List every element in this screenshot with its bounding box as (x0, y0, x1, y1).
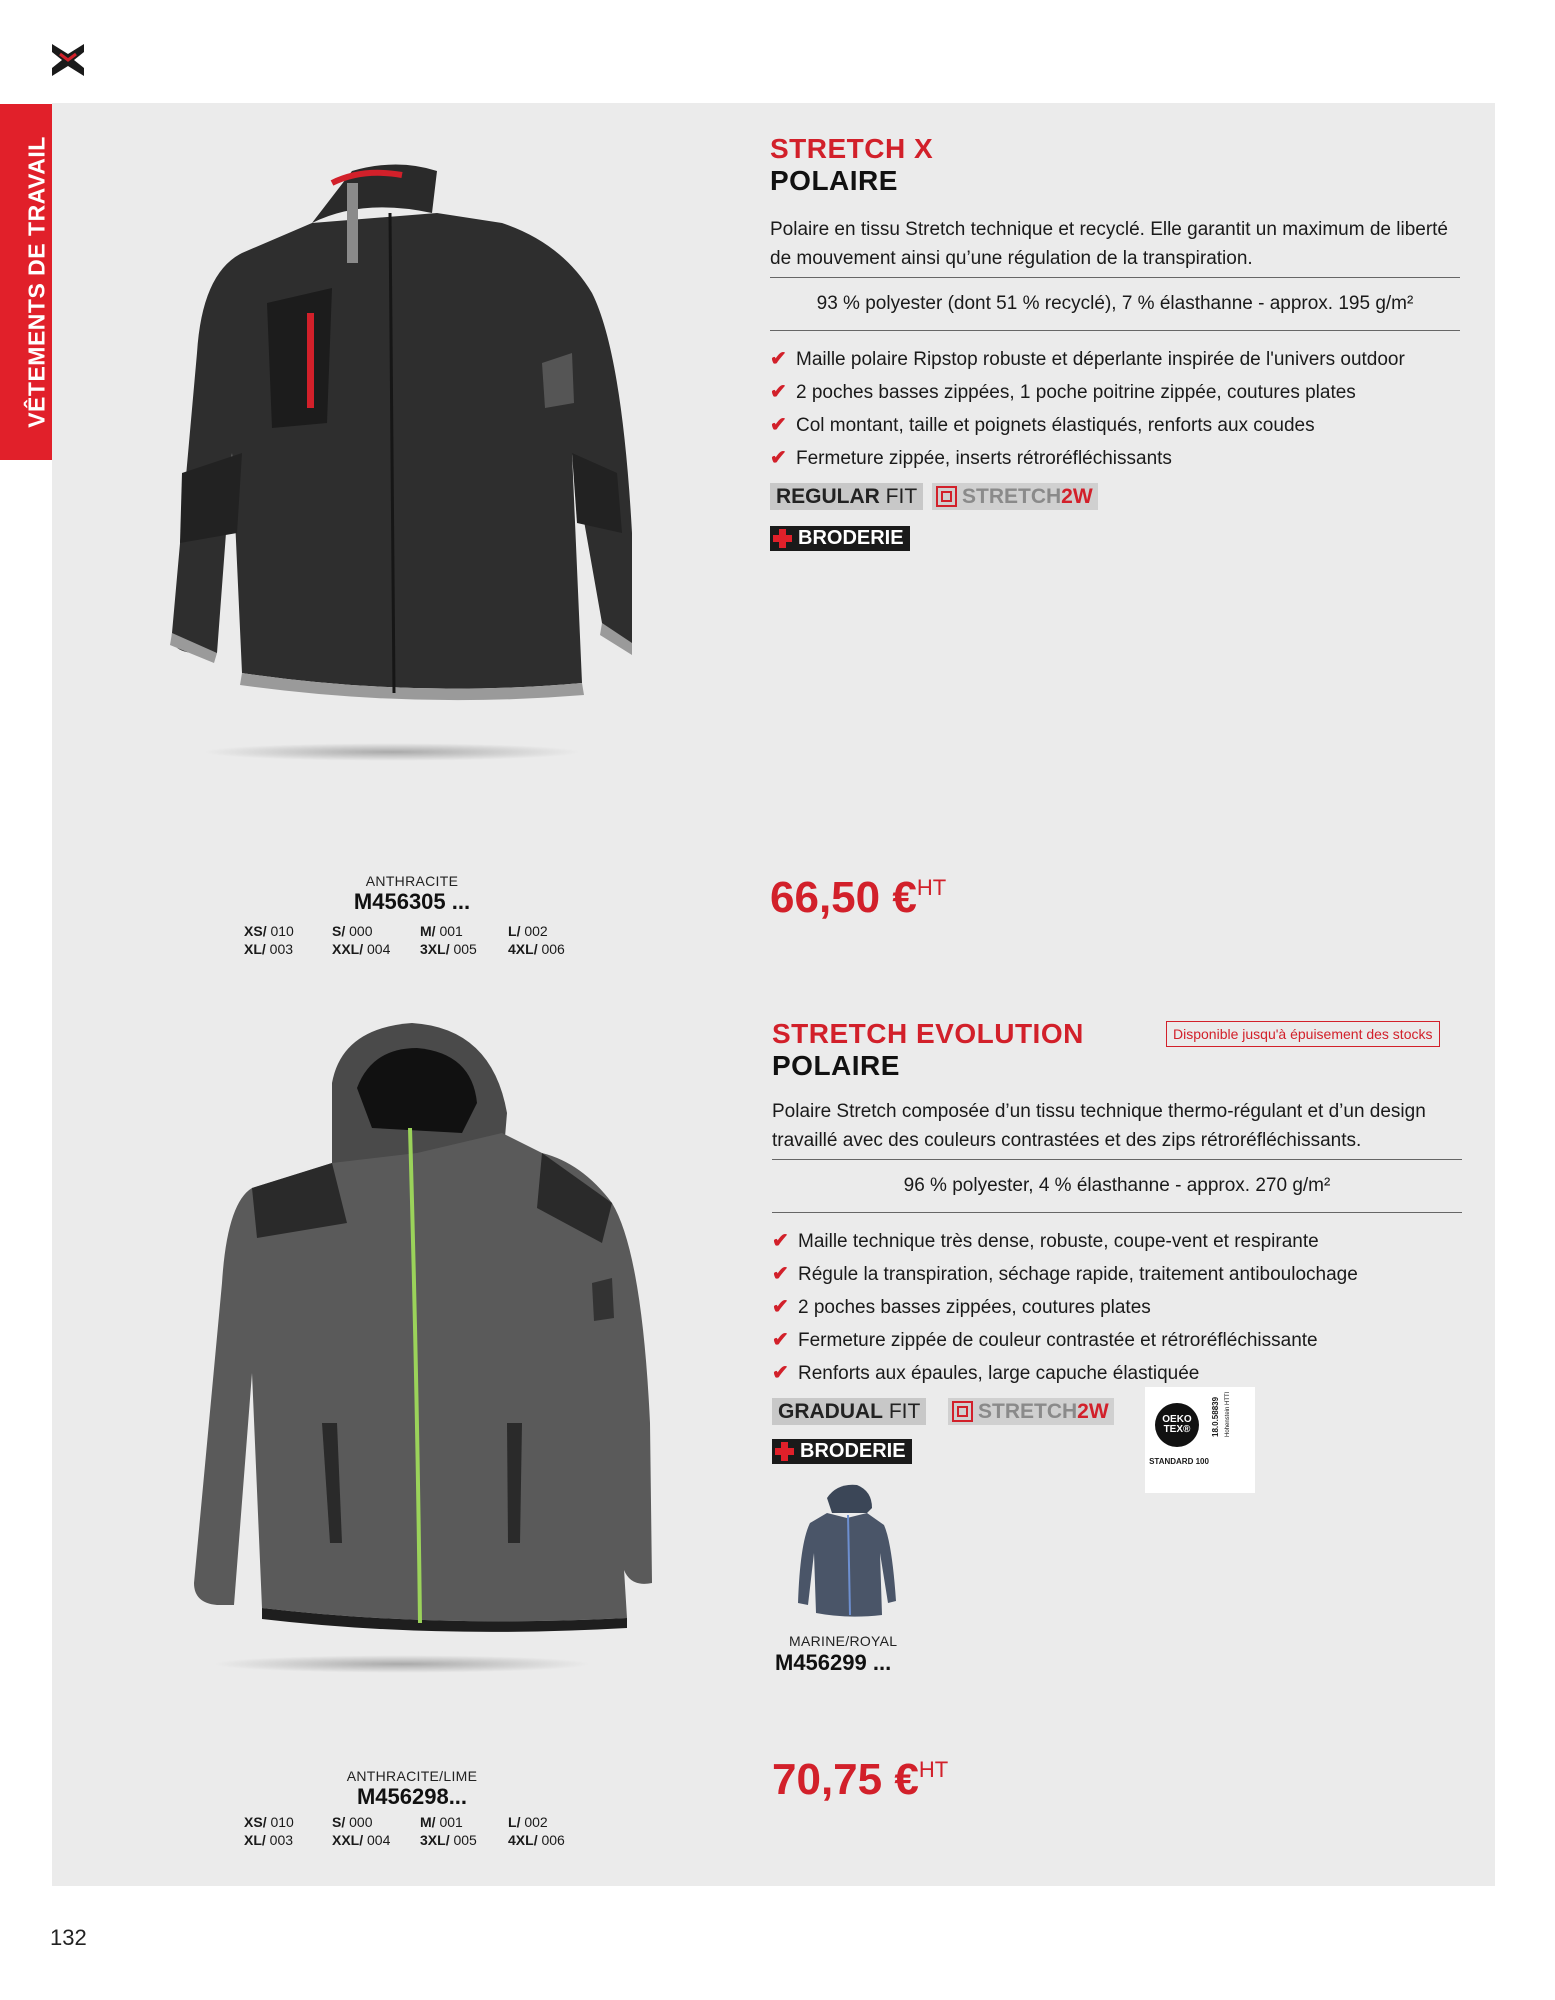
size-cell: M/ 001 (420, 1814, 463, 1830)
check-icon: ✔ (772, 1362, 789, 1384)
stock-availability-note: Disponible jusqu'à épuisement des stocks (1166, 1021, 1440, 1047)
product-description: Polaire Stretch composée d’un tissu technique thermo-régulant et d’un design travaillé avec des couleurs contrastées et des zips rétroréfléchissants. (772, 1101, 1426, 1151)
feature-item: ✔ Maille technique très dense, robuste, coupe-vent et respirante (772, 1225, 1472, 1258)
size-cell: XXL/ 004 (332, 941, 391, 957)
size-cell: L/ 002 (508, 1814, 548, 1830)
check-icon: ✔ (772, 1329, 789, 1351)
size-cell: S/ 000 (332, 923, 373, 939)
feature-item: ✔ Renforts aux épaules, large capuche élastiquée (772, 1357, 1472, 1390)
size-cell: M/ 001 (420, 923, 463, 939)
feature-item: ✔ Fermeture zippée, inserts rétroréfléchissants (770, 442, 1470, 475)
oeko-tex-icon (1145, 1387, 1255, 1493)
product-title-line1: STRETCH X (770, 133, 934, 164)
size-cell: S/ 000 (332, 1814, 373, 1830)
product-title-line1: STRETCH EVOLUTION (772, 1018, 1084, 1049)
feature-list (770, 343, 1470, 475)
product-reference: M456298... (356, 1784, 468, 1809)
product-reference: M456305 ... (353, 889, 471, 914)
catalog-panel (52, 103, 1495, 1886)
fit-badge: GRADUAL FIT (772, 1398, 926, 1425)
stretch-badge: STRETCH2W (948, 1398, 1114, 1425)
product-composition: 96 % polyester, 4 % élasthanne - approx. 270 g/m² (772, 1159, 1462, 1213)
variant-image-marine-royal (792, 1483, 902, 1623)
plus-icon (775, 1442, 794, 1461)
product-price: 70,75 €$^{HT}$ (772, 1755, 949, 1804)
product-title-line2: POLAIRE (772, 1050, 900, 1081)
product-image-stretch-evolution (172, 1023, 652, 1643)
size-cell: L/ 002 (508, 923, 548, 939)
feature-item: ✔ 2 poches basses zippées, coutures plates (772, 1291, 1472, 1324)
fit-badge: REGULAR FIT (770, 483, 923, 510)
size-cell: 3XL/ 005 (420, 1832, 477, 1848)
stretch-badge: STRETCH2W (932, 483, 1098, 510)
product-stretch-x (52, 103, 1495, 983)
feature-list (772, 1225, 1472, 1390)
page-number: 132 (50, 1925, 87, 1950)
size-grid (244, 1814, 596, 1848)
feature-item: ✔ Fermeture zippée de couleur contrastée et rétroréfléchissante (772, 1324, 1472, 1357)
feature-item: ✔ Régule la transpiration, séchage rapide, traitement antiboulochage (772, 1258, 1472, 1291)
size-cell: 4XL/ 006 (508, 1832, 565, 1848)
plus-icon (773, 529, 792, 548)
feature-item: ✔ Col montant, taille et poignets élastiqués, renforts aux coudes (770, 409, 1470, 442)
check-icon: ✔ (772, 1263, 789, 1285)
product-color-name: ANTHRACITE (365, 873, 459, 889)
size-cell: XL/ 003 (244, 1832, 294, 1848)
check-icon: ✔ (772, 1296, 789, 1318)
stretch-square-icon (952, 1401, 973, 1422)
check-icon: ✔ (770, 414, 787, 436)
product-shadow (202, 743, 582, 761)
check-icon: ✔ (772, 1230, 789, 1252)
check-icon: ✔ (770, 348, 787, 370)
size-grid (244, 923, 596, 957)
size-cell: 3XL/ 005 (420, 941, 477, 957)
variant-reference: M456299 ... (775, 1650, 892, 1675)
product-stretch-evolution (52, 983, 1495, 1886)
embroidery-badge: BRODERIE (770, 526, 910, 551)
product-price: 66,50 €$^{HT}$ (770, 873, 947, 922)
stretch-square-icon (936, 486, 957, 507)
check-icon: ✔ (770, 447, 787, 469)
embroidery-badge: BRODERIE (772, 1439, 912, 1464)
check-icon: ✔ (770, 381, 787, 403)
product-image-stretch-x (162, 153, 642, 733)
size-cell: XS/ 010 (244, 1814, 294, 1830)
product-composition: 93 % polyester (dont 51 % recyclé), 7 % élasthanne - approx. 195 g/m² (770, 277, 1460, 331)
product-color-name: ANTHRACITE/LIME (346, 1768, 478, 1784)
variant-color-name: MARINE/ROYAL (789, 1633, 898, 1649)
size-cell: XXL/ 004 (332, 1832, 391, 1848)
size-cell: XS/ 010 (244, 923, 294, 939)
product-shadow (212, 1655, 592, 1673)
feature-item: ✔ 2 poches basses zippées, 1 poche poitrine zippée, coutures plates (770, 376, 1470, 409)
product-description: Polaire en tissu Stretch technique et recyclé. Elle garantit un maximum de liberté de mouvement ainsi qu’une régulation de la transpiration. (770, 219, 1448, 269)
section-side-tab-label: VÊTEMENTS DE TRAVAIL (23, 136, 50, 428)
product-title-line2: POLAIRE (770, 165, 898, 196)
size-cell: 4XL/ 006 (508, 941, 565, 957)
feature-item: ✔ Maille polaire Ripstop robuste et déperlante inspirée de l'univers outdoor (770, 343, 1470, 376)
oeko-tex-label: OEKO TEX® STANDARD 100 18.0.58839 Hohenstein HTTI (1145, 1387, 1255, 1493)
brand-logo-icon (48, 40, 88, 80)
size-cell: XL/ 003 (244, 941, 294, 957)
